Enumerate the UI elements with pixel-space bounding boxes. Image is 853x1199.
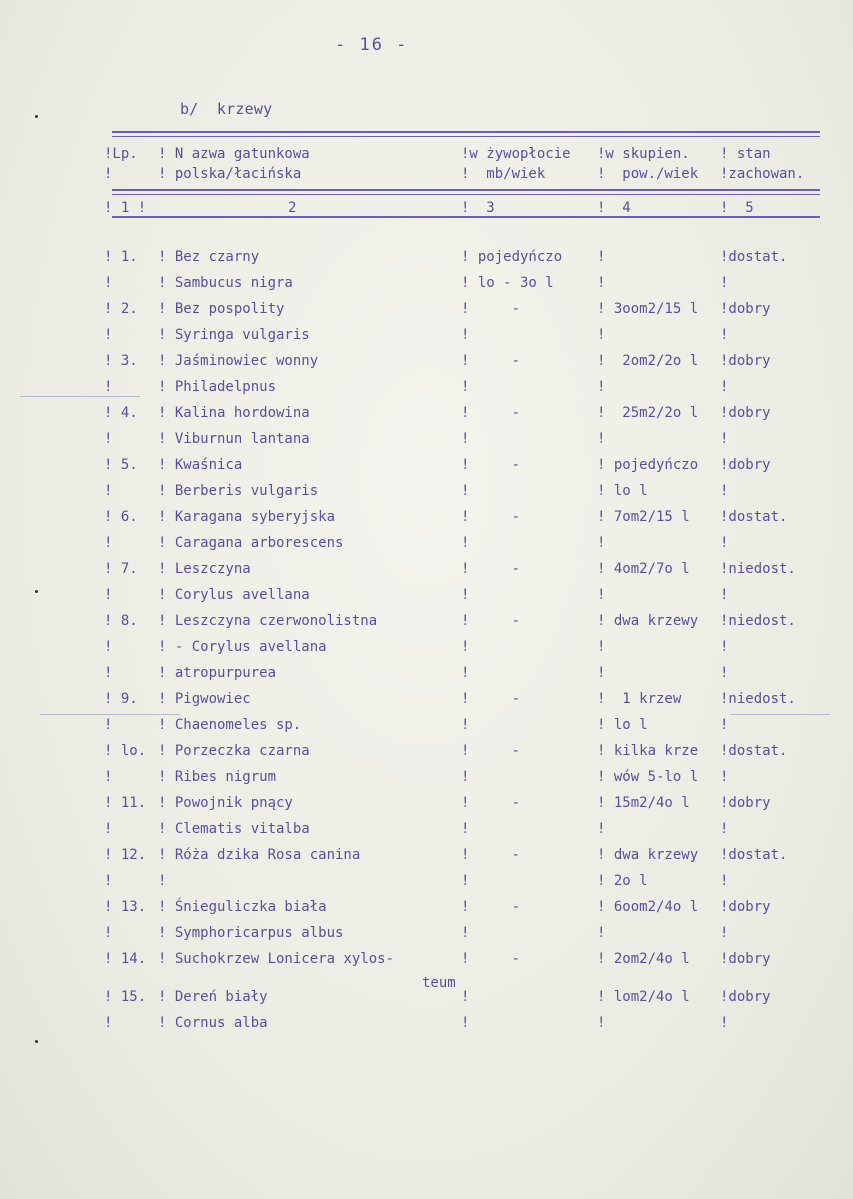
row-hedge: ! (461, 483, 470, 499)
row-group: ! 25m2/2o l (597, 405, 699, 421)
row-state: ! (720, 379, 729, 395)
col-group-header: !w skupien. (597, 146, 690, 162)
row-group: ! pojedyńczo (597, 457, 699, 473)
row-state: !dostat. (720, 847, 788, 863)
col-name-header-2: ! polska/łacińska (158, 166, 302, 182)
row-lp: ! (104, 587, 113, 603)
col-name-header: ! N azwa gatunkowa (158, 146, 310, 162)
row-lp: ! (104, 327, 113, 343)
row-group: ! 7om2/15 l (597, 509, 690, 525)
row-state: ! (720, 275, 729, 291)
col-lp-header-2: ! (104, 166, 113, 182)
row-species-name: ! Leszczyna czerwonolistna (158, 613, 378, 629)
row-group: ! 1 krzew (597, 691, 682, 707)
row-lp: ! 2. (104, 301, 147, 317)
col-number-1: ! 1 ! (104, 200, 147, 216)
row-state: ! (720, 327, 729, 343)
row-group: ! 2o l (597, 873, 648, 889)
row-state: !dobry (720, 899, 771, 915)
row-species-name: ! Kalina hordowina (158, 405, 310, 421)
header-rule-mid (112, 189, 820, 191)
row-group: ! (597, 379, 606, 395)
row-lp: ! 13. (104, 899, 147, 915)
margin-line (20, 396, 140, 397)
row-state: ! (720, 483, 729, 499)
row-species-name: ! atropurpurea (158, 665, 277, 681)
row-group: ! 15m2/4o l (597, 795, 690, 811)
col-state-header-2: !zachowan. (720, 166, 805, 182)
header-rule-top-2 (112, 136, 820, 137)
col-hedge-header-2: ! mb/wiek (461, 166, 546, 182)
row-lp: ! (104, 275, 113, 291)
col-number-4: ! 4 (597, 200, 631, 216)
row-hedge: ! (461, 431, 470, 447)
row-species-name: ! Powojnik pnący (158, 795, 293, 811)
row-group: ! (597, 431, 606, 447)
row-species-name: ! Cornus alba (158, 1015, 268, 1031)
row-lp: ! lo. (104, 743, 147, 759)
row-species-name: ! Bez czarny (158, 249, 260, 265)
row-species-name: ! Syringa vulgaris (158, 327, 310, 343)
row-hedge: ! - (461, 795, 521, 811)
row-group: ! kilka krze (597, 743, 699, 759)
row-hedge: ! (461, 821, 470, 837)
row-group: ! 2om2/2o l (597, 353, 699, 369)
margin-dot (35, 590, 38, 593)
row-hedge: ! (461, 989, 470, 1005)
row-state: ! (720, 717, 729, 733)
row-lp: ! (104, 431, 113, 447)
row-species-name: ! Corylus avellana (158, 587, 310, 603)
row-species-name: ! Suchokrzew Lonicera xylos- (158, 951, 395, 967)
row-group: ! (597, 587, 606, 603)
row-lp: ! (104, 379, 113, 395)
row-group: ! (597, 275, 606, 291)
row-lp: ! 8. (104, 613, 147, 629)
row-hedge: ! (461, 873, 470, 889)
row-state: ! (720, 535, 729, 551)
row-species-name: ! Philadelpnus (158, 379, 277, 395)
row-species-name: ! Bez pospolity (158, 301, 285, 317)
row-hedge: ! - (461, 691, 521, 707)
row-hedge: ! - (461, 301, 521, 317)
row-lp: ! 14. (104, 951, 147, 967)
row-lp: ! 12. (104, 847, 147, 863)
row-hedge: ! (461, 665, 470, 681)
row-lp: ! 15. (104, 989, 147, 1005)
row-lp: ! (104, 639, 113, 655)
row-group: ! (597, 535, 606, 551)
row-hedge: ! (461, 327, 470, 343)
row-state: !niedost. (720, 613, 796, 629)
row-group: ! 3oom2/15 l (597, 301, 699, 317)
row-state: !dostat. (720, 509, 788, 525)
row-state: !dobry (720, 457, 771, 473)
col-hedge-header: !w żywopłocie (461, 146, 571, 162)
row-state: !dobry (720, 795, 771, 811)
row-hedge: ! (461, 587, 470, 603)
row-hedge: ! (461, 1015, 470, 1031)
row-species-name: ! Symphoricarpus albus (158, 925, 344, 941)
row-group: ! wów 5-lo l (597, 769, 699, 785)
row-state: !dobry (720, 951, 771, 967)
section-heading: b/ krzewy (180, 100, 273, 118)
row-group: ! (597, 925, 606, 941)
row-state: ! (720, 639, 729, 655)
row-group: ! dwa krzewy (597, 613, 699, 629)
row-species-name: ! Sambucus nigra (158, 275, 293, 291)
col-group-header-2: ! pow./wiek (597, 166, 699, 182)
row-hedge: ! pojedyńczo (461, 249, 563, 265)
row-species-name: ! Caragana arborescens (158, 535, 344, 551)
row-hedge: ! (461, 379, 470, 395)
row-hedge: ! - (461, 509, 521, 525)
row-lp: ! (104, 665, 113, 681)
header-rule-top (112, 131, 820, 133)
col-number-3: ! 3 (461, 200, 495, 216)
row-species-name: ! Viburnun lantana (158, 431, 310, 447)
row-group: ! (597, 1015, 606, 1031)
row-species-name: ! Berberis vulgaris (158, 483, 319, 499)
row-state: ! (720, 431, 729, 447)
col-number-2: 2 (288, 200, 297, 216)
row-state: !dostat. (720, 743, 788, 759)
row-hedge: ! - (461, 561, 521, 577)
row-group: ! (597, 821, 606, 837)
row-lp: ! 5. (104, 457, 147, 473)
row-group: ! 4om2/7o l (597, 561, 690, 577)
row-species-name: ! Kwaśnica (158, 457, 243, 473)
margin-line (730, 714, 830, 715)
row-lp: ! 4. (104, 405, 147, 421)
row-state: !dobry (720, 301, 771, 317)
row-species-name: ! Śnieguliczka biała (158, 899, 327, 915)
row-species-name: ! Leszczyna (158, 561, 251, 577)
row-lp: ! (104, 925, 113, 941)
row-lp: ! (104, 769, 113, 785)
row-lp: ! 9. (104, 691, 147, 707)
row-lp: ! 6. (104, 509, 147, 525)
row-hedge: ! (461, 639, 470, 655)
row-state: ! (720, 1015, 729, 1031)
header-rule-mid-2 (112, 194, 820, 195)
row-group: ! lo l (597, 717, 648, 733)
row-lp: ! (104, 1015, 113, 1031)
row-lp: ! (104, 535, 113, 551)
row-state: ! (720, 587, 729, 603)
row-hedge: ! (461, 769, 470, 785)
row-lp: ! (104, 821, 113, 837)
row-group: ! 6oom2/4o l (597, 899, 699, 915)
row-species-name: ! Pigwowiec (158, 691, 251, 707)
row-state: ! (720, 769, 729, 785)
row-hedge: ! (461, 925, 470, 941)
row-species-name: ! Ribes nigrum (158, 769, 277, 785)
margin-dot (35, 115, 38, 118)
row-group: ! 2om2/4o l (597, 951, 690, 967)
row-hedge: ! - (461, 899, 521, 915)
row-lp: ! 1. (104, 249, 147, 265)
row-species-name: ! Clematis vitalba (158, 821, 310, 837)
row-state: !dobry (720, 989, 771, 1005)
page-number: - 16 - (335, 35, 409, 55)
row-species-name: ! Karagana syberyjska (158, 509, 336, 525)
row-hedge: ! - (461, 613, 521, 629)
row-species-name: ! Róża dzika Rosa canina (158, 847, 361, 863)
row-hedge: ! - (461, 353, 521, 369)
row-species-name: ! - Corylus avellana (158, 639, 327, 655)
row-group: ! (597, 665, 606, 681)
row-lp: ! 7. (104, 561, 147, 577)
row-species-name: ! Chaenomeles sp. (158, 717, 302, 733)
row-species-name: ! (158, 873, 167, 889)
row-group: ! lom2/4o l (597, 989, 690, 1005)
row-hedge: ! - (461, 405, 521, 421)
row-species-name: ! Porzeczka czarna (158, 743, 310, 759)
row-hedge: ! (461, 717, 470, 733)
row-group: ! dwa krzewy (597, 847, 699, 863)
margin-line (40, 714, 180, 715)
row-group: ! (597, 639, 606, 655)
row-species-name: ! Jaśminowiec wonny (158, 353, 319, 369)
row-group: ! (597, 249, 606, 265)
continuation-text: teum (422, 975, 456, 991)
row-state: !dobry (720, 353, 771, 369)
col-lp-header: !Lp. (104, 146, 147, 162)
row-lp: ! 11. (104, 795, 147, 811)
row-species-name: ! Dereń biały (158, 989, 268, 1005)
row-group: ! lo l (597, 483, 648, 499)
row-hedge: ! - (461, 743, 521, 759)
row-state: ! (720, 821, 729, 837)
row-hedge: ! - (461, 847, 521, 863)
row-state: !dobry (720, 405, 771, 421)
margin-dot (35, 1040, 38, 1043)
row-lp: ! (104, 873, 113, 889)
row-lp: ! (104, 717, 113, 733)
row-state: !dostat. (720, 249, 788, 265)
row-hedge: ! lo - 3o l (461, 275, 554, 291)
row-state: ! (720, 665, 729, 681)
row-hedge: ! (461, 535, 470, 551)
col-state-header: ! stan (720, 146, 771, 162)
row-group: ! (597, 327, 606, 343)
row-hedge: ! - (461, 457, 521, 473)
row-state: !niedost. (720, 561, 796, 577)
col-number-5: ! 5 (720, 200, 754, 216)
row-state: ! (720, 873, 729, 889)
row-lp: ! 3. (104, 353, 147, 369)
row-lp: ! (104, 483, 113, 499)
row-state: !niedost. (720, 691, 796, 707)
row-hedge: ! - (461, 951, 521, 967)
row-state: ! (720, 925, 729, 941)
